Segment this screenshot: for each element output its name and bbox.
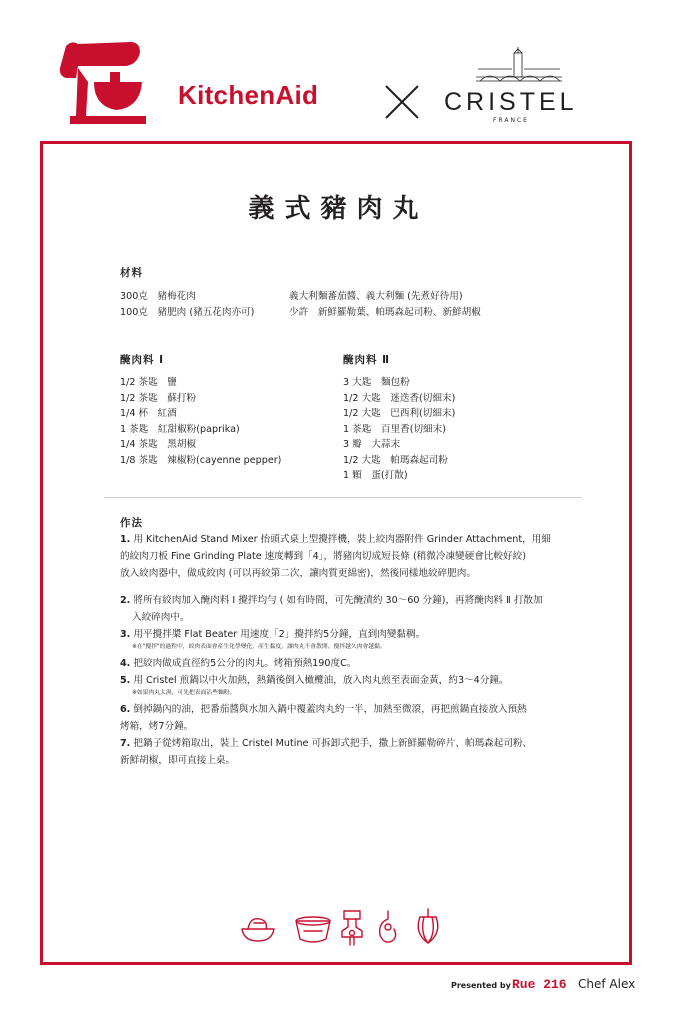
marinade-item: 1 茶匙 紅甜椒粉(paprika) [120,423,240,435]
marinade-item: 1/4 茶匙 黑胡椒 [120,439,197,450]
ingredient-item: 300克 豬梅花肉 [120,291,196,302]
marinade-item: 1/8 茶匙 辣椒粉(cayenne pepper) [120,454,282,466]
step-number: 2. [120,595,131,606]
kitchenaid-logo: KitchenAid [178,80,319,110]
kitchen-tools-illustration [238,907,444,947]
marinade-item: 1/2 大匙 巴西利(切細末) [343,408,456,419]
cristel-bridge-logo-icon [476,47,562,91]
marinade-item: 1/4 杯 紅酒 [120,408,177,419]
wire-whisk-icon [418,909,438,943]
marinade1-list [120,375,281,468]
step-number: 4. [120,658,131,669]
step-number: 6. [120,704,131,715]
step-text: 放入絞肉器中，做成絞肉 (可以再絞第二次，讓肉質更綿密)，然後同樣地絞碎肥肉。 [120,568,476,579]
step-6-line [120,701,551,718]
marinade-item: 3 大匙 麵包粉 [343,377,410,388]
ingredients-heading: 材料 [120,267,143,279]
step-text: 用 KitchenAid Stand Mixer 抬頭式桌上型攪拌機，裝上絞肉器附件 Grinder Attachment，用細 [133,534,551,545]
step-text: 將所有絞肉加入醃肉料 Ⅰ 攪拌均勻 ( 如有時間，可先醃漬約 30～60 分鐘)，再將醃肉料 Ⅱ 打散加 [133,595,543,606]
step-text: 用平攪拌槳 Flat Beater 用速度「2」攪拌約5分鐘，直到肉變黏稠。 [133,629,426,640]
method-heading: 作法 [120,517,143,529]
ingredient-item: 義大利麵蕃茄醬、義大利麵 (先煮好待用) [289,291,463,302]
kitchenaid-mixer-logo-icon [56,38,154,126]
step-text: 把絞肉做成直徑約5公分的肉丸。烤箱預熱190度C。 [133,658,357,669]
chef-name: Chef Alex [578,977,636,991]
ingredients-main-list [120,289,254,320]
step-note: ※如果肉丸太濕，可先把表面沾些麵粉。 [132,690,236,696]
step-text: 把鍋子從烤箱取出，裝上 Cristel Mutine 可拆卸式把手，撒上新鮮羅勒碎片、帕瑪森起司粉、 [133,738,533,749]
step-4-line [120,655,551,672]
step-text: 新鮮胡椒，即可直接上桌。 [120,755,236,766]
step-number: 1. [120,534,131,545]
marinade-item: 1/2 大匙 帕瑪森起司粉 [343,454,448,466]
marinade-item: 1/2 茶匙 蘇打粉 [120,392,197,404]
dough-hook-icon [380,911,396,942]
ingredient-item: 少許 新鮮羅勒葉、帕瑪森起司粉、新鮮胡椒 [289,306,481,318]
step-text: 倒掉鍋內的油，把番茄醬與水加入鍋中覆蓋肉丸約一半，加熱至微滾，再把煎鍋直接放入預熱 [133,704,527,715]
marinade2-list [343,375,455,484]
mixing-bowl-icon [296,917,330,942]
marinade-item: 3 瓣 大蒜末 [343,439,401,450]
ingredient-item: 100克 豬肥肉 (豬五花肉亦可) [120,306,255,318]
step-number: 5. [120,675,131,686]
rue216-logo: Rue 216 [512,977,567,992]
marinade1-heading: 醃肉料 Ⅰ [120,354,165,366]
flat-beater-bowl-icon [242,919,274,941]
step-5-line [120,672,551,689]
cristel-country: FRANCE [493,117,529,124]
marinade-item: 1/2 大匙 迷迭香(切細末) [343,392,456,404]
method-steps [120,531,551,769]
marinade2-heading: 醃肉料 Ⅱ [343,354,391,366]
grinder-attachment-icon [342,911,362,945]
cristel-logo: CRISTEL [444,88,578,116]
step-text: 烤箱，烤7分鐘。 [120,721,194,732]
step-text: 入絞碎肉中。 [132,612,190,623]
step-7-line [120,735,551,752]
presented-by-label: Presented by [451,981,511,990]
marinade-item: 1 顆 蛋(打散) [343,470,408,481]
step-text: 的絞肉刀板 Fine Grinding Plate 速度轉到「4」，將豬肉切成短長條 (稍微冷凍變硬會比較好絞) [120,551,526,562]
marinade-item: 1/2 茶匙 鹽 [120,377,177,388]
marinade-item: 1 茶匙 百里香(切細末) [343,423,446,435]
step-number: 7. [120,738,131,749]
step-text: 用 Cristel 煎鍋以中火加熱，熱鍋後倒入橄欖油，放入肉丸煎至表面金黃，約3～4分鐘。 [133,675,509,686]
section-divider [104,497,582,498]
ingredients-extra-list [289,289,481,320]
collaboration-cross-icon [384,84,420,120]
step-1-line [120,531,551,548]
step-2-line [120,592,551,609]
recipe-title: 義式豬肉丸 [248,194,429,224]
step-3-line [120,626,551,643]
step-number: 3. [120,629,131,640]
step-note: ※在"攪拌"的過程中，絞肉表面會產生化學變化，產生黏度，讓肉丸不會散開。攪拌越久肉會越黏。 [132,644,386,650]
